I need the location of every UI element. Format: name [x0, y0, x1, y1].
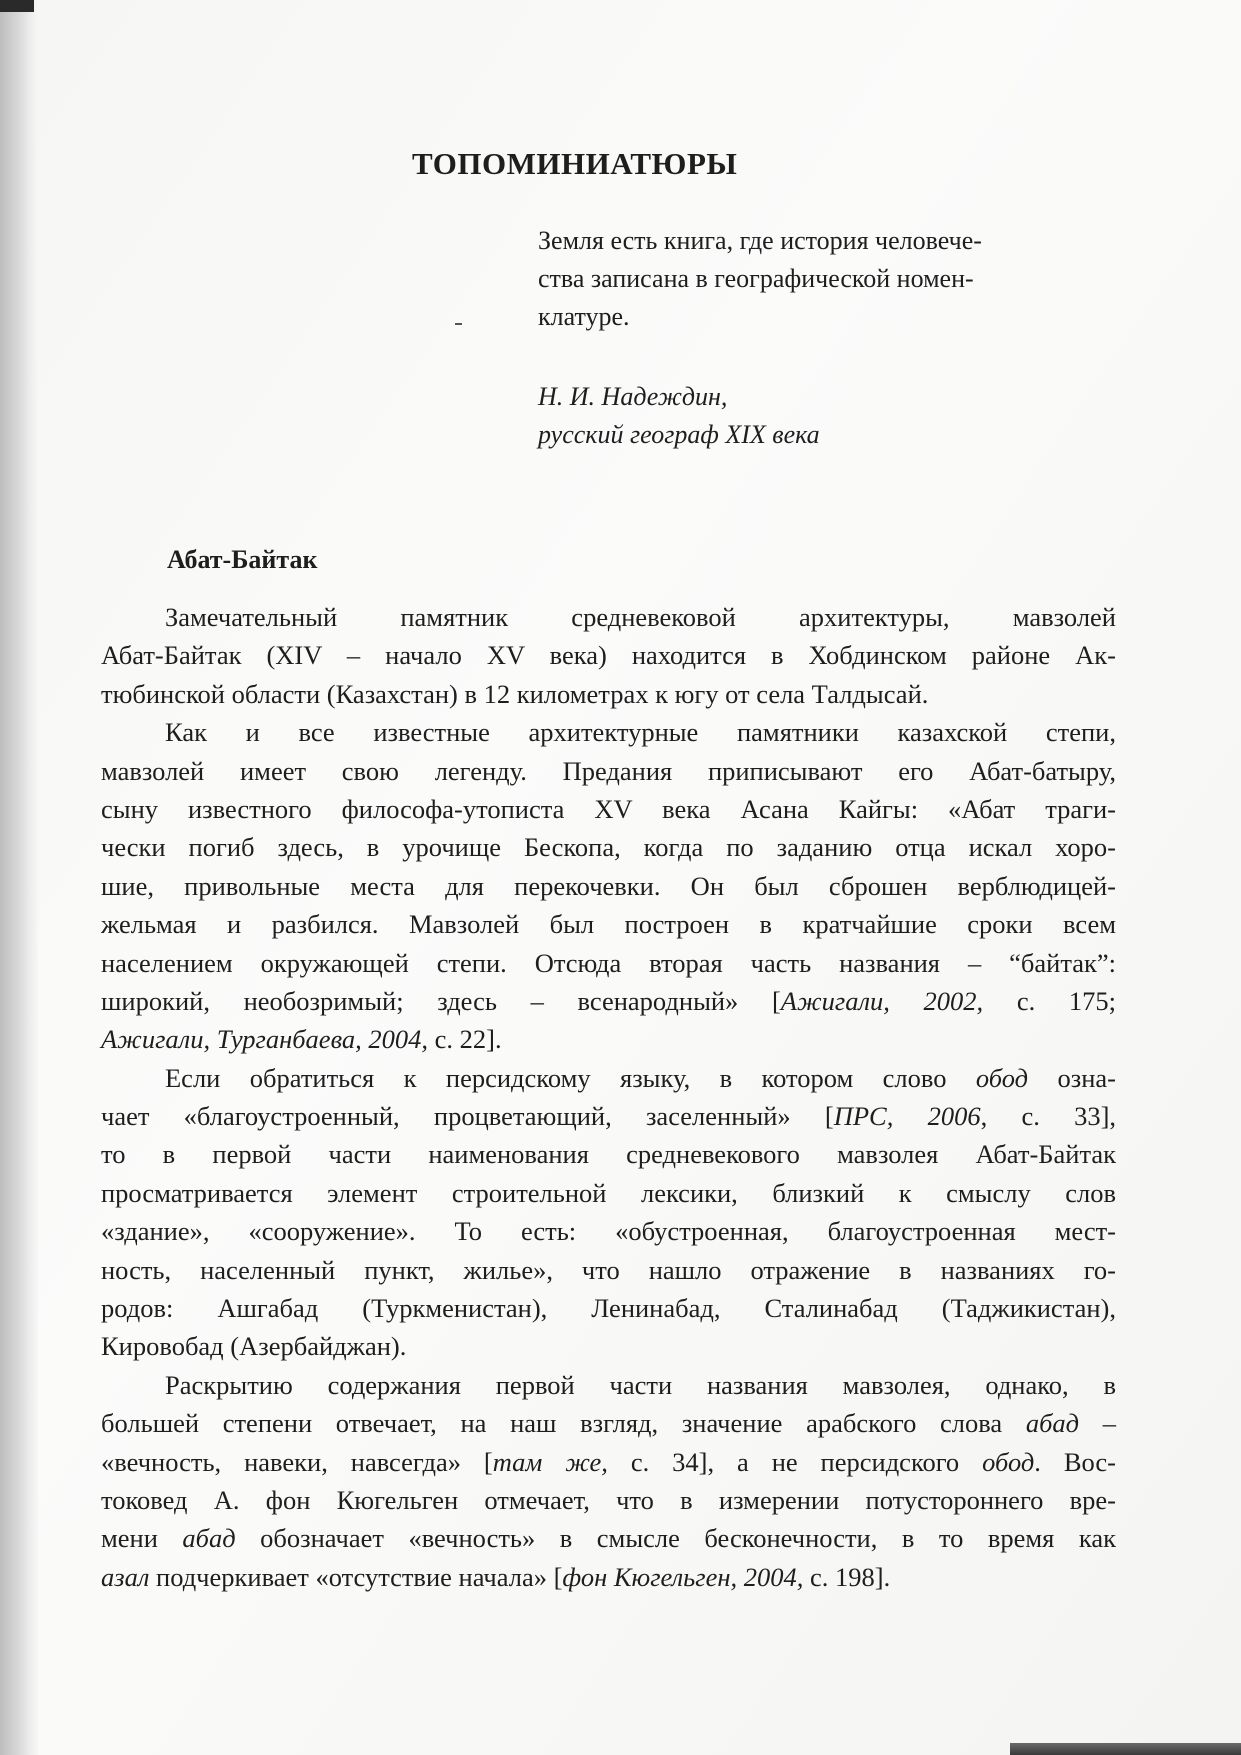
text-segment: жельмая и разбился. Мавзолей был построен в кратчайшие сроки всем: [101, 909, 1116, 940]
text-segment: большей степени отвечает, на наш взгляд, значение арабского слова: [101, 1408, 1026, 1439]
body-line: [101, 1135, 1116, 1173]
body-line: [101, 1097, 1116, 1135]
body-line: [101, 1327, 1116, 1365]
author-description: русский географ XIX века: [538, 420, 820, 449]
text-segment: Кировобад (Азербайджан).: [101, 1331, 407, 1362]
text-segment: с. 34], а не персидского: [607, 1446, 983, 1477]
text-segment: шие, привольные места для перекочевки. Он был сброшен верблюдицей-: [101, 870, 1116, 901]
stray-mark: [455, 323, 462, 325]
text-segment: –: [1079, 1408, 1117, 1439]
text-segment: с. 175;: [983, 985, 1117, 1016]
text-segment: обозначает «вечность» в смысле бесконечности, в то время как: [235, 1523, 1116, 1554]
section-heading: Абат-Байтак: [167, 545, 318, 574]
text-segment: Как и все известные архитектурные памятники казахской степи,: [165, 717, 1116, 748]
author-name: Н. И. Надеждин,: [538, 382, 728, 411]
body-line: [101, 636, 1116, 674]
text-segment: чески погиб здесь, в урочище Бескопа, когда по заданию отца искал хоро-: [101, 832, 1116, 863]
text-segment: тюбинской области (Казахстан) в 12 километрах к югу от села Талдысай.: [101, 678, 929, 709]
text-segment: подчеркивает «отсутствие начала» [: [149, 1561, 563, 1592]
text-segment: Если обратиться к персидскому языку, в котором слово: [165, 1062, 976, 1093]
text-segment: просматривается элемент строительной лексики, близкий к смыслу слов: [101, 1177, 1116, 1208]
scan-left-shadow: [0, 0, 38, 1755]
text-segment: родов: Ашгабад (Туркменистан), Ленинабад, Сталинабад (Таджикистан),: [101, 1293, 1116, 1324]
italic-text: азал: [101, 1561, 150, 1592]
text-segment: сыну известного философа-утописта XV века Асана Кайгы: «Абат траги-: [101, 793, 1116, 824]
page-title: ТОПОМИНИАТЮРЫ: [412, 146, 738, 181]
body-line: [101, 1059, 1116, 1097]
text-segment: мавзолей имеет свою легенду. Предания приписывают его Абат-батыру,: [101, 755, 1116, 786]
body-line: [101, 944, 1116, 982]
body-line: [101, 828, 1116, 866]
body-line: [101, 790, 1116, 828]
epigraph-author: [538, 378, 820, 454]
text-segment: «здание», «сооружение». То есть: «обустроенная, благоустроенная мест-: [101, 1216, 1116, 1247]
body-line: [101, 1212, 1116, 1250]
body-line: [101, 1174, 1116, 1212]
text-segment: то в первой части наименования средневекового мавзолея Абат-Байтак: [101, 1139, 1116, 1170]
text-segment: Абат-Байтак (XIV – начало XV века) находится в Хобдинском районе Ак-: [101, 640, 1116, 671]
body-line: [101, 1020, 1116, 1058]
body-line: [101, 1404, 1116, 1442]
italic-text: Ажигали, Турганбаева, 2004,: [101, 1024, 429, 1055]
italic-text: фон Кюгельген, 2004,: [562, 1561, 804, 1592]
body-line: [101, 1519, 1116, 1557]
body-line: [101, 982, 1116, 1020]
epigraph-line: ства записана в географической номен-: [538, 264, 974, 293]
text-segment: чает «благоустроенный, процветающий, заселенный» [: [101, 1101, 834, 1132]
text-segment: ность, населенный пункт, жилье», что нашло отражение в названиях го-: [101, 1254, 1116, 1285]
body-line: [101, 905, 1116, 943]
text-segment: населением окружающей степи. Отсюда вторая часть названия – “байтак”:: [101, 947, 1116, 978]
italic-text: абад: [1025, 1408, 1080, 1439]
body-text: [101, 598, 1116, 1596]
body-line: [101, 1481, 1116, 1519]
italic-text: Ажигали, 2002,: [780, 985, 984, 1016]
body-line: [101, 752, 1116, 790]
scan-bottom-edge: [1010, 1743, 1241, 1755]
italic-text: обод: [982, 1446, 1035, 1477]
body-line: [101, 598, 1116, 636]
text-segment: озна-: [1028, 1062, 1116, 1093]
text-segment: токовед А. фон Кюгельген отмечает, что в измерении потустороннего вре-: [101, 1484, 1116, 1515]
italic-text: абад: [182, 1523, 236, 1554]
italic-text: ПРС, 2006: [833, 1101, 981, 1132]
italic-text: там же,: [492, 1446, 608, 1477]
text-segment: Раскрытию содержания первой части названия мавзолея, однако, в: [165, 1369, 1116, 1400]
text-segment: с. 198].: [803, 1561, 891, 1592]
text-segment: мени: [101, 1523, 183, 1554]
body-line: [101, 713, 1116, 751]
text-segment: Замечательный памятник средневековой архитектуры, мавзолей: [165, 602, 1116, 632]
epigraph-line: Земля есть книга, где история человече-: [538, 226, 982, 255]
text-segment: . Вос-: [1034, 1446, 1117, 1477]
scan-corner-mark: [0, 0, 34, 12]
body-line: [101, 1289, 1116, 1327]
italic-text: обод: [975, 1062, 1029, 1093]
text-segment: широкий, необозримый; здесь – всенародный» [: [101, 985, 781, 1016]
text-segment: с. 22].: [428, 1024, 502, 1055]
body-line: [101, 867, 1116, 905]
epigraph: [538, 222, 1098, 336]
text-segment: , с. 33],: [980, 1101, 1117, 1132]
body-line: [101, 675, 1116, 713]
text-segment: «вечность, навеки, навсегда» [: [101, 1446, 493, 1477]
body-line: [101, 1443, 1116, 1481]
body-line: [101, 1558, 1116, 1596]
epigraph-line: клатуре.: [538, 302, 630, 331]
body-line: [101, 1366, 1116, 1404]
body-line: [101, 1251, 1116, 1289]
